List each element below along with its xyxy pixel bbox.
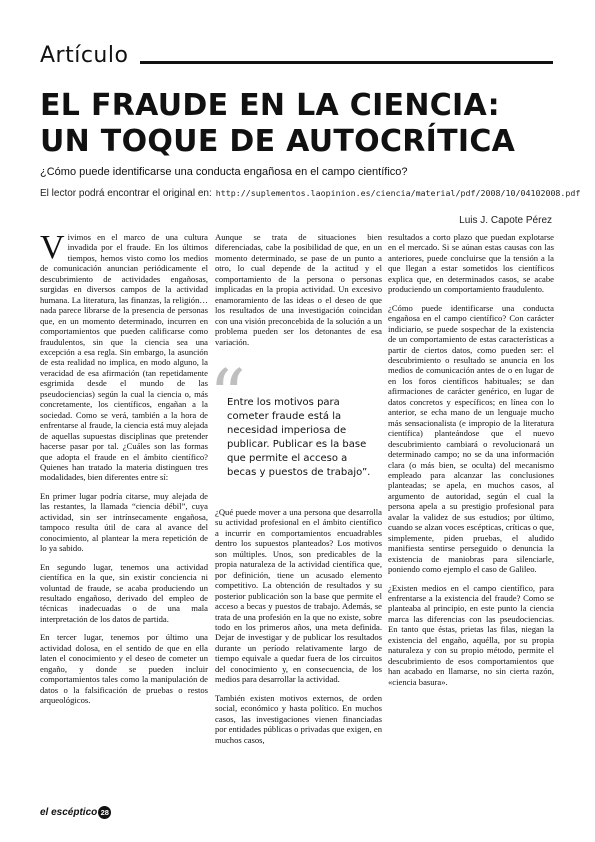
quote-mark-icon: “: [209, 354, 246, 438]
section-label: Artículo: [40, 43, 129, 68]
source-url[interactable]: http://suplementos.laopinion.es/ciencia/material/pdf/2008/10/04102008.pdf: [215, 188, 581, 198]
pull-quote-text: Entre los motivos para cometer fraude está la necesidad imperiosa de publicar. Publicar es la base que permite el acceso a becas y puestos de trabajo”.: [227, 397, 371, 478]
article-subtitle: ¿Cómo puede identificarse una conducta engañosa en el campo científico?: [40, 166, 408, 178]
paragraph: En segundo lugar, tenemos una actividad científica en la que, sin existir conciencia ni voluntad de fraude, se acaba produciendo un resultado engañoso, derivado del empleo de técnicas inadecuadas o de una mala interpretación de los datos de partida.: [40, 561, 208, 624]
paragraph: ¿Existen medios en el campo científico, para enfrentarse a la existencia del fraude? Como se planteaba al principio, en este punto la ciencia marca las diferencias con las pseudociencias. En tanto que éstas, prietas las filas, niegan la existencia del engaño, aquélla, por su propia naturaleza y con su propio método, permite el descubrimiento de esos comportamientos que han acabado en llamarse, no sin cierta razón, «ciencia basura».: [388, 582, 554, 687]
paragraph: En tercer lugar, tenemos por último una actividad dolosa, en el sentido de que en ella laten el conocimiento y el deseo de cometer un engaño, y donde se pueden incluir comportamientos tales como la manipulación de datos o la falsificación de pruebas o restos arqueológicos.: [40, 632, 208, 706]
text-column-3: [388, 232, 554, 695]
magazine-name: el escéptico: [40, 807, 98, 819]
paragraph: resultados a corto plazo que puedan explotarse en el mercado. Si se aúnan estas causas con las anteriores, puede concluirse que la tensión a la que llegan a estar sometidos los científicos explica que, en determinados casos, se acabe produciendo un comportamiento fraudulento.: [388, 232, 554, 295]
page-footer: [40, 806, 111, 819]
text-after-quote: [215, 507, 382, 753]
pull-quote: [209, 354, 382, 502]
paragraph: También existen motivos externos, de orden social, económico y hasta político. En muchos casos, las investigaciones vienen financiadas por entidades públicas o privadas que exigen, en muchos casos,: [215, 692, 382, 745]
paragraph: Aunque se trata de situaciones bien diferenciadas, cabe la posibilidad de que, en un momento determinado, se pase de un punto a otro, lo cual depende de la actitud y el comportamiento de la persona o personas implicadas en la propia actividad. Un excesivo enamoramiento de las ideas o el deseo de que los resultados de una investigación coincidan con una visión preconcebida de la solución a un problema pueden ser los detonantes de esa variación.: [215, 232, 382, 347]
page-number: 28: [98, 806, 111, 819]
author-byline: Luis J. Capote Pérez: [459, 215, 552, 226]
source-label: El lector podrá encontrar el original en:: [40, 188, 212, 199]
paragraph: Vivimos en el marco de una cultura invadida por el fraude. En los últimos tiempos, hemos visto como los medios de comunicación anuncian periódicamente el descubrimiento de actividades engañosas, surgidas en diversos campos de la actividad humana. La literatura, las finanzas, la religión… nada parece librarse de la presencia de personas que, en un momento determinado, incurren en comportamientos que pueden calificarse como fraudulentos, sin que la ciencia sea una excepción a esa regla. Sin embargo, la asunción de esta realidad no implica, en modo alguno, la veracidad de esa afirmación (tan repetidamente esgrimida desde el mundo de las pseudociencias) según la cual la ciencia o, más concretamente, los científicos, engañan a la sociedad. Como se verá, también a la hora de enfrentarse al fraude, la ciencia está muy alejada de aquellas supuestas disciplinas que pretender hacerse pasar por tal. ¿Cuáles son las formas que adopta el fraude en el ámbito científico? Quienes han tratado la materia distinguen tres modalidades, bien diferentes entre sí:: [40, 229, 208, 483]
paragraph: ¿Qué puede mover a una persona que desarrolla su actividad profesional en el ámbito científico a incurrir en comportamientos encuadrables dentro los supuestos planteados? Los motivos son múltiples. Unos, son predicables de la propia naturaleza de la actividad científica que, por definición, tiene un acusado elemento competitivo. La obtención de resultados y su posterior publicación son la base que permite el acceso a becas y puestos de trabajo. Además, se trata de una profesión en la que no existe, sobre todo en los primeros años, una meta definida. Dejar de investigar y de publicar los resultados durante un período relativamente largo de tiempo equivale a quedar fuera de los circuitos del conocimiento y, en consecuencia, de los medios para desarrollar la actividad.: [215, 507, 382, 685]
section-divider: [140, 61, 553, 64]
text-column-1: [40, 229, 208, 713]
headline-line-1: EL FRAUDE EN LA CIENCIA:: [40, 88, 500, 123]
paragraph: ¿Cómo puede identificarse una conducta engañosa en el campo científico? Con carácter indiciario, se puede sospechar de la existencia de un comportamiento de estas características a partir de ciertos datos, como pueden ser: el descubrimiento o resultado se anuncia en los medios de comunicación antes de o en lugar de en los foros científicos habituales; se dan afirmaciones de carácter genérico, en lugar de datos concretos y específicos; en línea con lo anterior, se echa mano de un lenguaje mucho más sensacionalista (e impropio de la literatura científica) planteándose que el nuevo descubrimiento cambiará o revolucionará un determinado campo; no se da una información clara (o más bien, se oculta) del mecanismo empleado para alcanzar las conclusiones planteadas; se apela, en muchos casos, al argumento de autoridad, según el cual la persona apela a su prestigio profesional para avalar la validez de sus estudios; por último, cuando se alzan voces escépticas, críticas o que, simplemente, piden pruebas, el aludido manifiesta sentirse perseguido o denuncia la existencia de maniobras para silenciarle, poniendo como ejemplo el caso de Galileo.: [388, 302, 554, 575]
headline-line-2: UN TOQUE DE AUTOCRÍTICA: [40, 124, 516, 159]
source-line: [40, 188, 580, 199]
drop-cap: V: [40, 229, 65, 266]
article-headline: [40, 88, 560, 160]
paragraph: En primer lugar podría citarse, muy alejada de las restantes, la llamada “ciencia débil”, cuya actividad, sin ser intrínsecamente engañosa, tampoco resulta útil de cara al avance del conocimiento, al plantear la mera repetición de lo ya sabido.: [40, 490, 208, 554]
